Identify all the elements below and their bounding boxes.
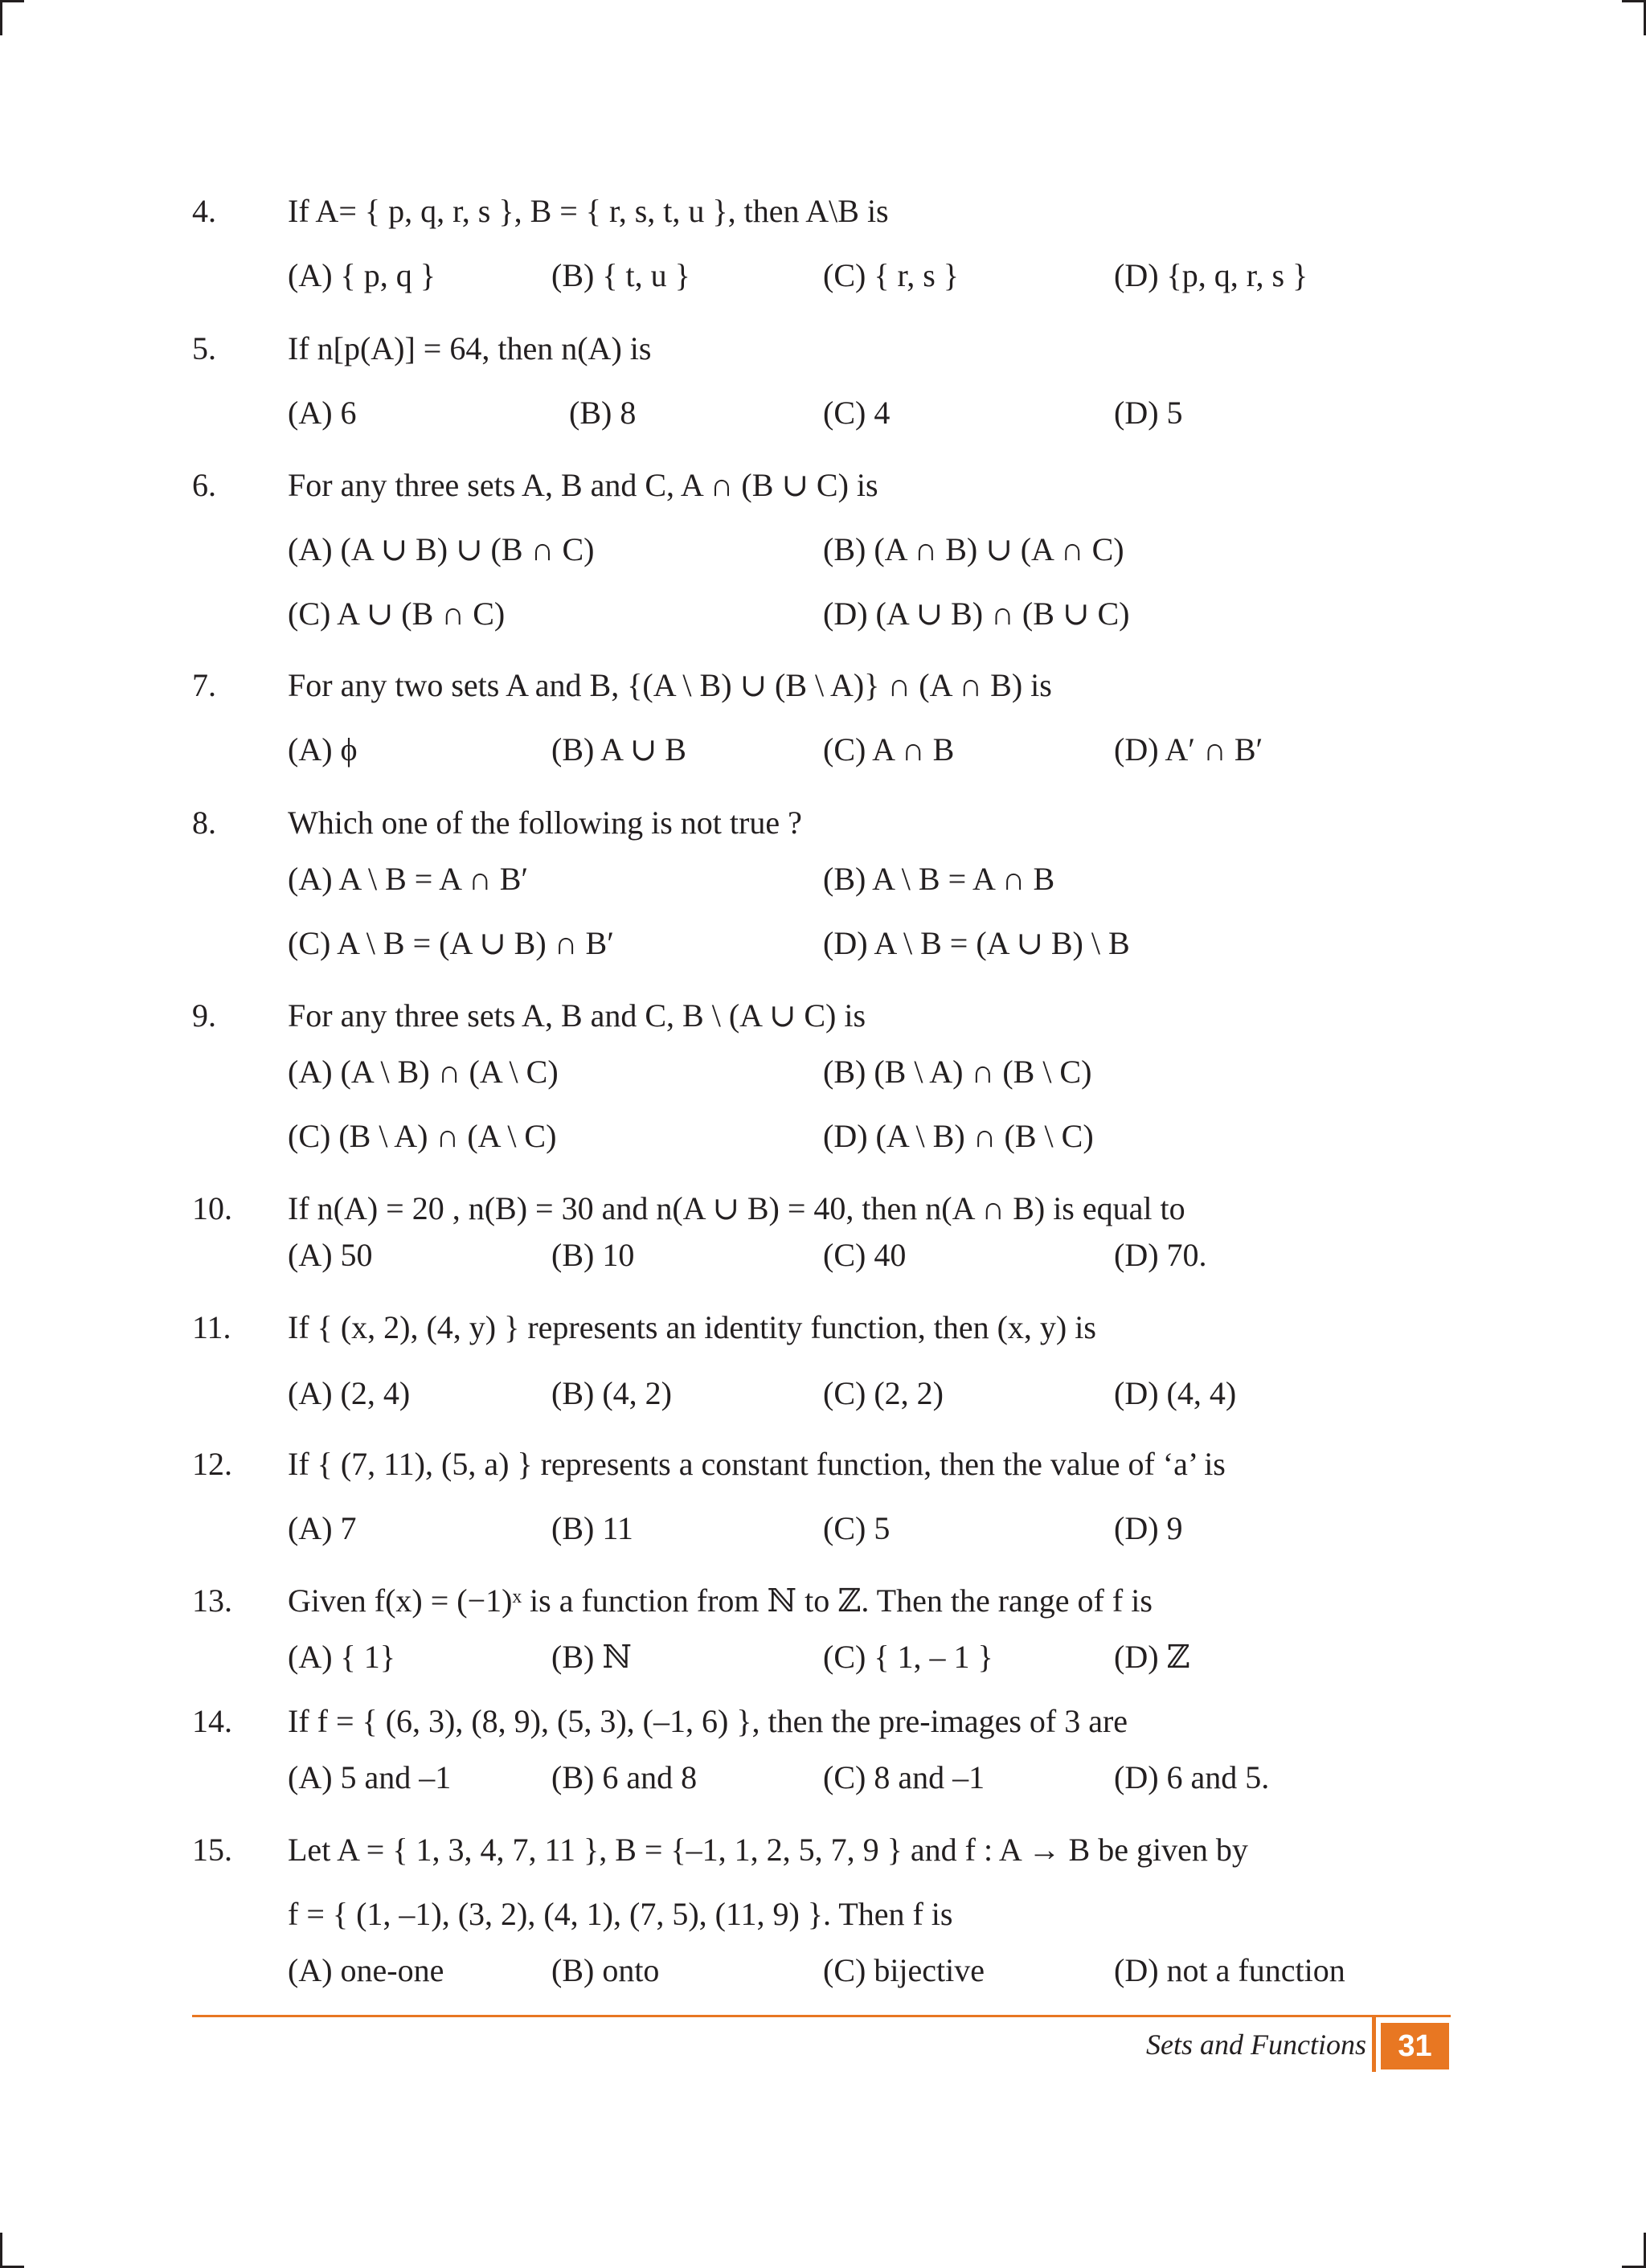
- option-d: (D) 70.: [1114, 1237, 1207, 1273]
- option-c: (C) (2, 2): [823, 1375, 944, 1411]
- option-a: (A) { 1}: [288, 1639, 395, 1675]
- option-d: (D) {p, q, r, s }: [1114, 257, 1308, 293]
- crop-mark: [0, 0, 2, 35]
- option-b: (B) 6 and 8: [551, 1759, 698, 1795]
- option-a: (A) 6: [288, 395, 357, 431]
- option-c: (C) bijective: [823, 1952, 985, 1988]
- question-number: 4.: [192, 193, 216, 229]
- option-c: (C) { 1, – 1 }: [823, 1639, 993, 1675]
- question-number: 10.: [192, 1190, 232, 1226]
- question-text: Which one of the following is not true ?: [288, 804, 802, 841]
- option-d: (D) (4, 4): [1114, 1375, 1237, 1411]
- option-c: (C) 5: [823, 1510, 891, 1546]
- crop-mark: [0, 0, 24, 2]
- option-d: (D) ℤ: [1114, 1639, 1190, 1675]
- question-text: If f = { (6, 3), (8, 9), (5, 3), (–1, 6) }, then the pre-images of 3 are: [288, 1703, 1128, 1739]
- option-c: (C) 4: [823, 395, 891, 431]
- question-number: 9.: [192, 997, 216, 1034]
- option-b: (B) (B \ A) ∩ (B \ C): [823, 1054, 1092, 1090]
- footer-divider: [1372, 2017, 1376, 2072]
- option-b: (B) 11: [551, 1510, 633, 1546]
- option-b: (B) 8: [569, 395, 637, 431]
- option-b: (B) (A ∩ B) ∪ (A ∩ C): [823, 531, 1124, 567]
- question-text: If A= { p, q, r, s }, B = { r, s, t, u }, then A\B is: [288, 193, 889, 229]
- footer-rule: [192, 2015, 1451, 2017]
- option-a: (A) 7: [288, 1510, 357, 1546]
- option-d: (D) 9: [1114, 1510, 1183, 1546]
- option-a: (A) { p, q }: [288, 257, 436, 293]
- option-c: (C) 8 and –1: [823, 1759, 985, 1795]
- option-d: (D) A′ ∩ B′: [1114, 731, 1263, 768]
- option-c: (C) A ∪ (B ∩ C): [288, 596, 506, 632]
- footer-title: Sets and Functions: [1146, 2029, 1366, 2061]
- question-number: 12.: [192, 1446, 232, 1482]
- option-c: (C) 40: [823, 1237, 907, 1273]
- option-a: (A) A \ B = A ∩ B′: [288, 861, 529, 897]
- option-c: (C) A ∩ B: [823, 731, 955, 768]
- question-text: If { (7, 11), (5, a) } represents a constant function, then the value of ‘a’ is: [288, 1446, 1226, 1482]
- option-b: (B) { t, u }: [551, 257, 690, 293]
- question-number: 15.: [192, 1832, 232, 1868]
- question-text: For any three sets A, B and C, A ∩ (B ∪ C) is: [288, 467, 878, 503]
- option-d: (D) (A \ B) ∩ (B \ C): [823, 1118, 1094, 1154]
- option-d: (D) 5: [1114, 395, 1183, 431]
- crop-mark: [1622, 0, 1646, 2]
- option-a: (A) (A ∪ B) ∪ (B ∩ C): [288, 531, 595, 567]
- option-b: (B) onto: [551, 1952, 660, 1988]
- question-number: 7.: [192, 667, 216, 703]
- question-text: If n(A) = 20 , n(B) = 30 and n(A ∪ B) = 40, then n(A ∩ B) is equal to: [288, 1190, 1185, 1226]
- question-text: For any two sets A and B, {(A \ B) ∪ (B \ A)} ∩ (A ∩ B) is: [288, 667, 1052, 703]
- option-a: (A) one-one: [288, 1952, 444, 1988]
- crop-mark: [0, 2233, 2, 2268]
- option-a: (A) 5 and –1: [288, 1759, 452, 1795]
- question-text: Let A = { 1, 3, 4, 7, 11 }, B = {–1, 1, 2, 5, 7, 9 } and f : A → B be given by: [288, 1832, 1248, 1868]
- option-a: (A) 50: [288, 1237, 373, 1273]
- question-text: If n[p(A)] = 64, then n(A) is: [288, 330, 652, 366]
- question-number: 8.: [192, 804, 216, 841]
- option-b: (B) ℕ: [551, 1639, 632, 1675]
- option-a: (A) (A \ B) ∩ (A \ C): [288, 1054, 559, 1090]
- option-c: (C) (B \ A) ∩ (A \ C): [288, 1118, 557, 1154]
- question-text: Given f(x) = (−1)ˣ is a function from ℕ to ℤ. Then the range of f is: [288, 1582, 1153, 1619]
- question-number: 11.: [192, 1309, 231, 1345]
- question-number: 5.: [192, 330, 216, 366]
- question-number: 13.: [192, 1582, 232, 1619]
- option-d: (D) A \ B = (A ∪ B) \ B: [823, 925, 1130, 961]
- option-a: (A) (2, 4): [288, 1375, 411, 1411]
- option-d: (D) 6 and 5.: [1114, 1759, 1270, 1795]
- option-c: (C) { r, s }: [823, 257, 960, 293]
- option-d: (D) not a function: [1114, 1952, 1345, 1988]
- option-c: (C) A \ B = (A ∪ B) ∩ B′: [288, 925, 614, 961]
- question-number: 14.: [192, 1703, 232, 1739]
- page-number: 31: [1381, 2023, 1449, 2069]
- option-b: (B) 10: [551, 1237, 635, 1273]
- question-text: For any three sets A, B and C, B \ (A ∪ C) is: [288, 997, 866, 1034]
- question-text-line-2: f = { (1, –1), (3, 2), (4, 1), (7, 5), (11, 9) }. Then f is: [288, 1896, 953, 1932]
- option-b: (B) A \ B = A ∩ B: [823, 861, 1055, 897]
- question-text: If { (x, 2), (4, y) } represents an identity function, then (x, y) is: [288, 1309, 1096, 1345]
- option-b: (B) (4, 2): [551, 1375, 672, 1411]
- question-number: 6.: [192, 467, 216, 503]
- option-d: (D) (A ∪ B) ∩ (B ∪ C): [823, 596, 1130, 632]
- option-b: (B) A ∪ B: [551, 731, 686, 768]
- option-a: (A) ϕ: [288, 731, 358, 768]
